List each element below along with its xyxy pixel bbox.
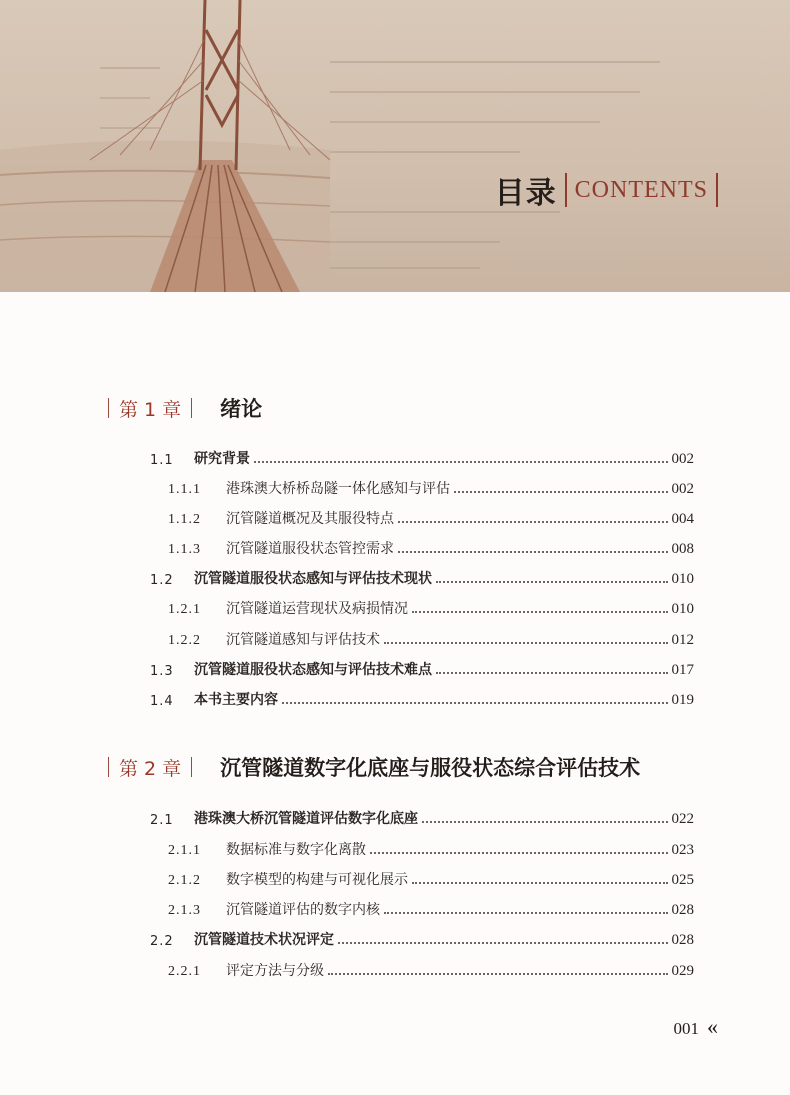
toc-entry[interactable] [168,958,694,980]
dot-leader [398,551,668,553]
entry-number: 2.2.1 [168,964,201,979]
dot-leader [384,642,668,644]
entry-page: 008 [671,541,694,557]
toc-entry[interactable] [150,566,694,588]
entry-label: 沉管隧道概况及其服役特点 [226,511,394,527]
title-divider-end [716,173,718,207]
entry-page: 022 [671,811,694,827]
entry-label: 沉管隧道运营现状及病损情况 [226,601,408,617]
dot-leader [412,882,668,884]
dot-leader [370,852,668,854]
entry-number: 1.4 [150,694,174,709]
toc-entry[interactable] [150,657,694,679]
entry-page: 012 [671,632,694,648]
chapter-number: 第 1 章 [119,398,182,421]
toc-entry[interactable] [168,476,694,498]
chapter-bar-right [191,757,192,777]
entry-number: 1.2 [150,573,174,588]
entry-number: 1.3 [150,664,174,679]
chapter-number: 第 2 章 [119,757,182,780]
dot-leader [384,912,668,914]
toc-entry[interactable] [168,627,694,649]
dot-leader [436,672,668,674]
entry-page: 028 [671,902,694,918]
toc-entry[interactable] [168,867,694,889]
chapter-title: 沉管隧道数字化底座与服役状态综合评估技术 [220,755,641,780]
bridge-illustration [0,0,790,292]
double-chevron-left-icon: « [707,1014,718,1039]
entry-label: 沉管隧道服役状态管控需求 [226,541,394,557]
entry-page: 010 [671,571,694,587]
title-chinese: 目录 [494,176,557,211]
entry-number: 2.1.1 [168,843,201,858]
toc-entry[interactable] [168,506,694,528]
entry-number: 1.1.1 [168,482,201,497]
toc-entry[interactable] [168,897,694,919]
toc-entry[interactable] [168,536,694,558]
page-number: 001 [673,1019,699,1038]
chapter-bar-left [108,757,109,777]
entry-label: 数据标准与数字化离散 [226,842,366,858]
dot-leader [398,521,668,523]
dot-leader [282,702,668,704]
entry-page: 025 [671,872,694,888]
entry-page: 002 [671,481,694,497]
title-divider [565,173,567,207]
entry-label: 沉管隧道评估的数字内核 [226,902,380,918]
entry-number: 1.1 [150,453,174,468]
entry-label: 数字模型的构建与可视化展示 [226,872,408,888]
entry-page: 029 [671,963,694,979]
dot-leader [436,581,668,583]
entry-number: 1.2.2 [168,633,201,648]
dot-leader [338,942,668,944]
toc-entry[interactable] [150,806,694,828]
entry-label: 本书主要内容 [194,692,278,708]
entry-page: 019 [671,692,694,708]
entry-page: 010 [671,601,694,617]
dot-leader [412,611,668,613]
entry-label: 港珠澳大桥沉管隧道评估数字化底座 [194,811,418,827]
header-banner [0,0,790,292]
toc-entry[interactable] [150,687,694,709]
entry-number: 2.2 [150,934,174,949]
entry-label: 研究背景 [194,451,250,467]
chapter-title: 绪论 [220,396,263,421]
toc-entry[interactable] [150,446,694,468]
page-footer [674,1014,719,1040]
entry-page: 004 [671,511,694,527]
entry-page: 002 [671,451,694,467]
chapter-bar-right [191,398,192,418]
entry-label: 港珠澳大桥桥岛隧一体化感知与评估 [226,481,450,497]
toc-entry[interactable] [168,596,694,618]
entry-number: 1.2.1 [168,602,201,617]
entry-page: 028 [671,932,694,948]
entry-label: 评定方法与分级 [226,963,324,979]
entry-number: 2.1.3 [168,903,201,918]
entry-number: 2.1 [150,813,174,828]
entry-number: 2.1.2 [168,873,201,888]
title-english: CONTENTS [574,176,708,203]
dot-leader [454,491,668,493]
entry-label: 沉管隧道服役状态感知与评估技术现状 [194,571,432,587]
entry-number: 1.1.2 [168,512,201,527]
entry-label: 沉管隧道感知与评估技术 [226,632,380,648]
dot-leader [422,821,668,823]
entry-page: 023 [671,842,694,858]
contents-title [495,168,718,212]
toc-entry[interactable] [168,837,694,859]
entry-page: 017 [671,662,694,678]
chapter-heading-2 [108,752,640,782]
toc-entry[interactable] [150,927,694,949]
entry-label: 沉管隧道服役状态感知与评估技术难点 [194,662,432,678]
dot-leader [328,973,668,975]
chapter-heading-1 [108,393,262,423]
chapter-bar-left [108,398,109,418]
dot-leader [254,461,668,463]
entry-label: 沉管隧道技术状况评定 [194,932,334,948]
entry-number: 1.1.3 [168,542,201,557]
